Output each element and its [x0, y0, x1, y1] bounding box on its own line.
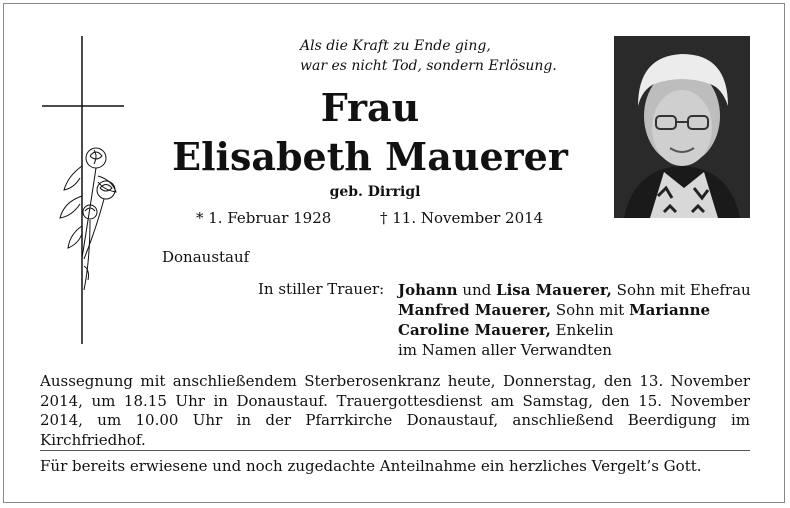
mourner-connector: und — [457, 281, 497, 299]
mourner-name: Marianne — [629, 301, 711, 319]
maiden-name: geb. Dirrigl — [329, 184, 421, 200]
mourner-name: Caroline Mauerer, — [398, 321, 551, 339]
mourner-name: Johann — [398, 281, 458, 299]
mourner-relation: Sohn mit Ehefrau — [611, 281, 751, 299]
divider — [40, 450, 750, 451]
birth-date: * 1. Februar 1928 — [196, 209, 332, 227]
mourner-name: Lisa Mauerer, — [496, 281, 612, 299]
mourner-relation: Enkelin — [550, 321, 614, 339]
death-date: † 11. November 2014 — [380, 209, 544, 227]
mourner-name: Manfred Mauerer, — [398, 301, 552, 319]
mourners-line-1 — [398, 280, 758, 300]
portrait-photo — [614, 36, 750, 218]
mourner-relation: Sohn mit — [551, 301, 630, 319]
place: Donaustauf — [162, 248, 250, 266]
mourners-label: In stiller Trauer: — [258, 280, 385, 298]
mourners-list — [398, 280, 758, 360]
deceased-name: Elisabeth Mauerer — [172, 134, 568, 179]
thanks-text: Für bereits erwiesene und noch zugedachte Anteilnahme ein herzliches Vergelt’s Gott. — [40, 457, 702, 475]
quote-line-1: Als die Kraft zu Ende ging, — [300, 38, 491, 54]
mourners-line-3 — [398, 320, 758, 340]
quote — [300, 36, 600, 76]
cross-with-roses-icon — [38, 36, 138, 346]
mourners-line-2 — [398, 300, 758, 320]
quote-line-2: war es nicht Tod, sondern Erlösung. — [300, 58, 557, 74]
mourners-line-4: im Namen aller Verwandten — [398, 341, 612, 359]
service-details: Aussegnung mit anschließendem Sterberosenkranz heute, Donnerstag, den 13. November 2014, um 18.15 Uhr in Donaustauf. Trauergottesdienst am Samstag, den 15. November 2014, um 10.00 Uhr in der Pfarrkirche Donaustauf, anschließend Beerdigung im Kirchfriedhof. — [40, 372, 750, 449]
name-prefix: Frau — [320, 85, 420, 130]
